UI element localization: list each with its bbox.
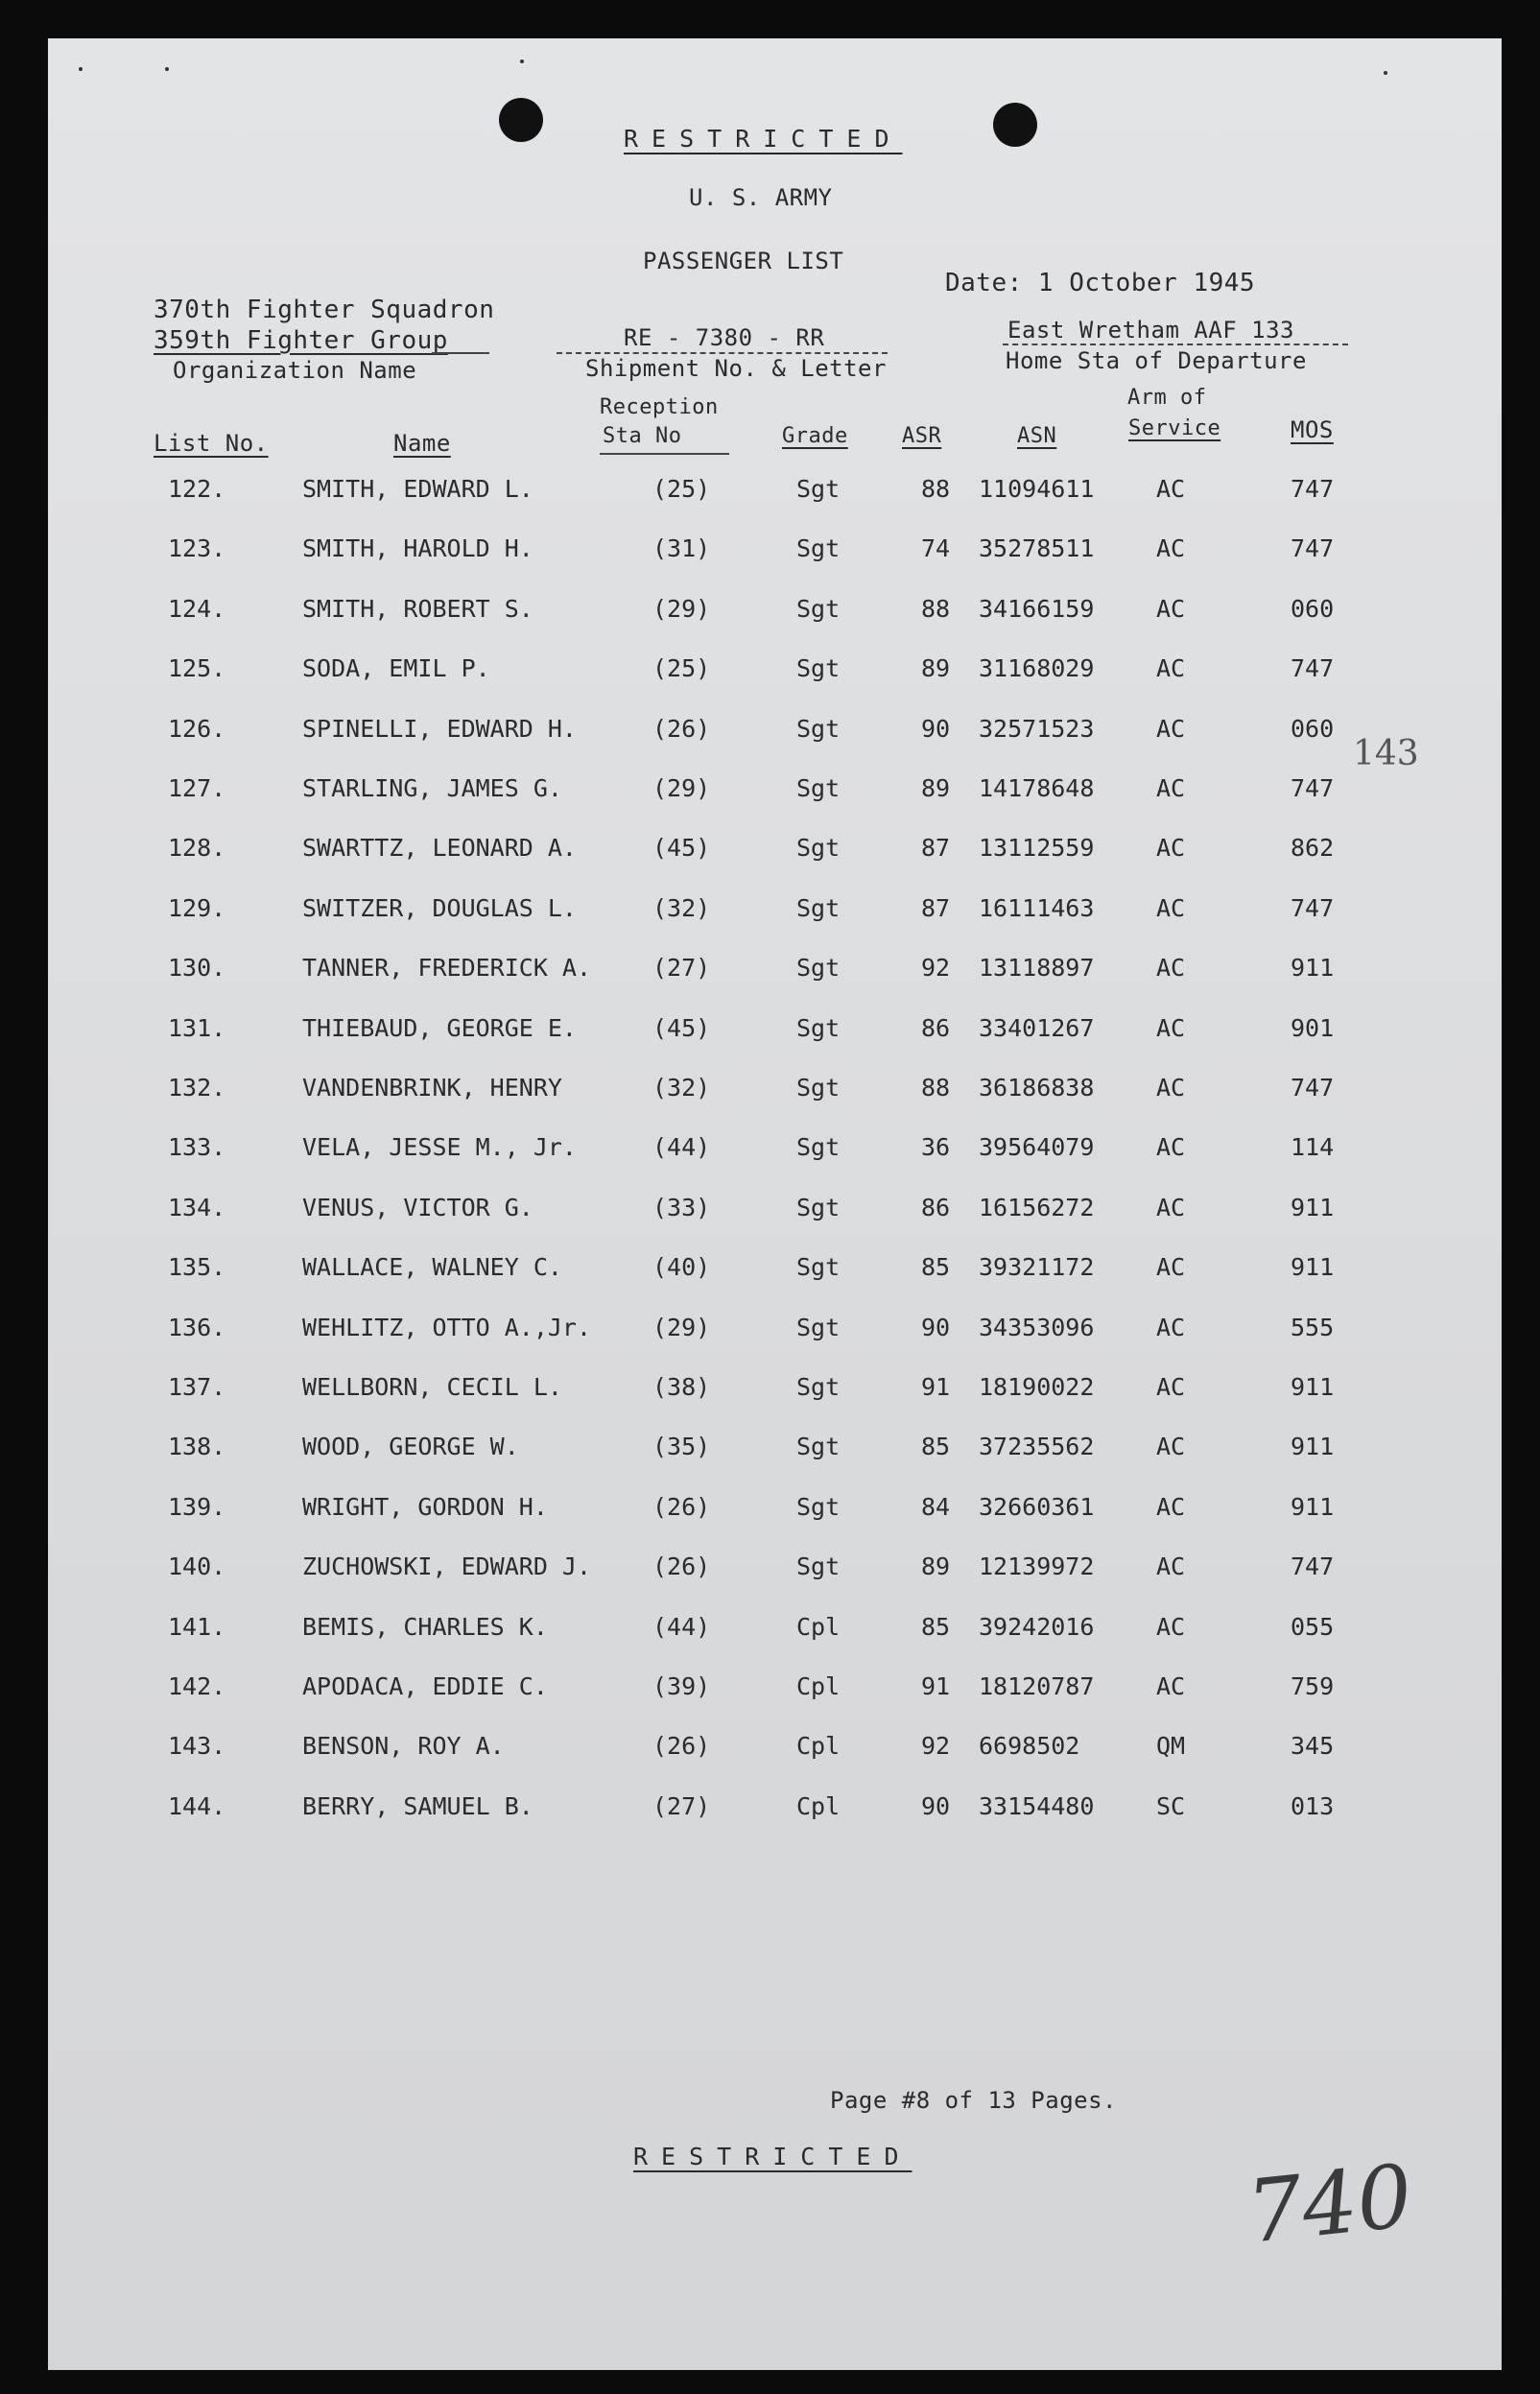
cell-name: WEHLITZ, OTTO A.,Jr. xyxy=(302,1313,592,1341)
document-page xyxy=(48,38,1502,2370)
table-row xyxy=(48,534,1502,573)
cell-arm: AC xyxy=(1156,654,1186,683)
cell-arm: AC xyxy=(1156,475,1186,503)
cell-asr: 88 xyxy=(921,1074,951,1102)
cell-name: BENSON, ROY A. xyxy=(302,1732,505,1761)
cell-name: THIEBAUD, GEORGE E. xyxy=(302,1013,577,1042)
cell-grade: Sgt xyxy=(796,1193,841,1221)
cell-asr: 88 xyxy=(921,594,951,623)
group-name: 359th Fighter Group xyxy=(154,326,448,355)
table-row xyxy=(48,595,1502,633)
table-row xyxy=(48,1014,1502,1053)
table-row xyxy=(48,1493,1502,1531)
cell-rsn: (26) xyxy=(652,1732,711,1761)
cell-asn: 12139972 xyxy=(979,1553,1095,1581)
organization-label: Organization Name xyxy=(173,357,417,384)
home-station-label: Home Sta of Departure xyxy=(1006,347,1307,374)
cell-grade: Sgt xyxy=(796,774,841,802)
cell-mos: 555 xyxy=(1291,1313,1335,1341)
cell-grade: Sgt xyxy=(796,954,841,983)
table-row xyxy=(48,894,1502,933)
cell-name: WOOD, GEORGE W. xyxy=(302,1433,519,1461)
cell-grade: Sgt xyxy=(796,534,841,563)
speck xyxy=(1384,71,1387,75)
cell-grade: Sgt xyxy=(796,1074,841,1102)
cell-no: 139. xyxy=(168,1492,226,1521)
cell-asr: 86 xyxy=(921,1013,951,1042)
army-heading: U. S. ARMY xyxy=(689,184,833,211)
cell-arm: QM xyxy=(1156,1732,1186,1761)
cell-no: 129. xyxy=(168,893,226,922)
cell-grade: Sgt xyxy=(796,1313,841,1341)
cell-no: 144. xyxy=(168,1791,226,1820)
cell-asn: 32571523 xyxy=(979,714,1095,743)
cell-name: WRIGHT, GORDON H. xyxy=(302,1492,548,1521)
cell-asn: 31168029 xyxy=(979,654,1095,683)
cell-asr: 90 xyxy=(921,1313,951,1341)
cell-mos: 747 xyxy=(1291,1074,1335,1102)
cell-grade: Sgt xyxy=(796,1133,841,1162)
cell-asr: 85 xyxy=(921,1612,951,1641)
col-reception: Reception xyxy=(600,395,719,419)
cell-arm: AC xyxy=(1156,1193,1186,1221)
handwritten-number: 740 xyxy=(1242,2145,1417,2264)
cell-mos: 060 xyxy=(1291,594,1335,623)
date-line: Date: 1 October 1945 xyxy=(945,269,1256,297)
cell-asr: 85 xyxy=(921,1433,951,1461)
cell-asr: 85 xyxy=(921,1253,951,1282)
cell-asn: 18190022 xyxy=(979,1373,1095,1401)
cell-arm: AC xyxy=(1156,594,1186,623)
cell-asn: 32660361 xyxy=(979,1492,1095,1521)
cell-grade: Cpl xyxy=(796,1612,841,1641)
table-row xyxy=(48,954,1502,992)
cell-rsn: (26) xyxy=(652,1553,711,1581)
shipment-number: RE - 7380 - RR xyxy=(624,324,825,351)
table-row xyxy=(48,1253,1502,1292)
cell-arm: AC xyxy=(1156,1612,1186,1641)
cell-grade: Cpl xyxy=(796,1732,841,1761)
shipment-label: Shipment No. & Letter xyxy=(585,355,887,382)
cell-no: 133. xyxy=(168,1133,226,1162)
cell-asr: 36 xyxy=(921,1133,951,1162)
punch-hole-right xyxy=(993,103,1037,147)
stamp-number: 143 xyxy=(1353,734,1419,773)
cell-no: 137. xyxy=(168,1373,226,1401)
cell-rsn: (32) xyxy=(652,893,711,922)
cell-asr: 91 xyxy=(921,1373,951,1401)
table-row xyxy=(48,1732,1502,1770)
underline xyxy=(600,453,729,455)
cell-asr: 89 xyxy=(921,774,951,802)
cell-name: TANNER, FREDERICK A. xyxy=(302,954,592,983)
cell-no: 142. xyxy=(168,1672,226,1700)
cell-mos: 013 xyxy=(1291,1791,1335,1820)
cell-asn: 18120787 xyxy=(979,1672,1095,1700)
cell-asn: 39321172 xyxy=(979,1253,1095,1282)
cell-grade: Sgt xyxy=(796,654,841,683)
cell-asr: 91 xyxy=(921,1672,951,1700)
cell-name: APODACA, EDDIE C. xyxy=(302,1672,548,1700)
cell-mos: 060 xyxy=(1291,714,1335,743)
cell-name: BEMIS, CHARLES K. xyxy=(302,1612,548,1641)
restricted-heading: RESTRICTED xyxy=(624,125,903,153)
cell-mos: 911 xyxy=(1291,1193,1335,1221)
table-row xyxy=(48,1133,1502,1172)
speck xyxy=(79,67,83,71)
cell-rsn: (33) xyxy=(652,1193,711,1221)
cell-arm: SC xyxy=(1156,1791,1186,1820)
cell-no: 132. xyxy=(168,1074,226,1102)
cell-asn: 13112559 xyxy=(979,834,1095,863)
cell-grade: Sgt xyxy=(796,893,841,922)
cell-asr: 92 xyxy=(921,1732,951,1761)
table-row xyxy=(48,1194,1502,1232)
cell-grade: Sgt xyxy=(796,1553,841,1581)
squadron-name: 370th Fighter Squadron xyxy=(154,296,495,324)
cell-rsn: (38) xyxy=(652,1373,711,1401)
cell-arm: AC xyxy=(1156,1074,1186,1102)
col-name: Name xyxy=(393,430,451,457)
cell-grade: Cpl xyxy=(796,1672,841,1700)
cell-arm: AC xyxy=(1156,1553,1186,1581)
cell-rsn: (45) xyxy=(652,834,711,863)
cell-rsn: (40) xyxy=(652,1253,711,1282)
table-row xyxy=(48,1433,1502,1471)
cell-asn: 35278511 xyxy=(979,534,1095,563)
cell-arm: AC xyxy=(1156,1013,1186,1042)
cell-asr: 87 xyxy=(921,893,951,922)
cell-asr: 84 xyxy=(921,1492,951,1521)
cell-name: SWARTTZ, LEONARD A. xyxy=(302,834,577,863)
cell-rsn: (25) xyxy=(652,654,711,683)
cell-no: 135. xyxy=(168,1253,226,1282)
col-mos: MOS xyxy=(1291,416,1334,443)
cell-mos: 055 xyxy=(1291,1612,1335,1641)
cell-grade: Sgt xyxy=(796,475,841,503)
cell-rsn: (29) xyxy=(652,594,711,623)
page-number: Page #8 of 13 Pages. xyxy=(830,2087,1117,2114)
cell-arm: AC xyxy=(1156,714,1186,743)
cell-mos: 911 xyxy=(1291,1373,1335,1401)
cell-no: 131. xyxy=(168,1013,226,1042)
cell-rsn: (29) xyxy=(652,1313,711,1341)
cell-name: SMITH, EDWARD L. xyxy=(302,475,533,503)
cell-name: STARLING, JAMES G. xyxy=(302,774,562,802)
cell-asr: 89 xyxy=(921,1553,951,1581)
table-row xyxy=(48,1314,1502,1352)
col-service: Service xyxy=(1128,416,1221,440)
cell-asn: 36186838 xyxy=(979,1074,1095,1102)
cell-mos: 759 xyxy=(1291,1672,1335,1700)
cell-asn: 33154480 xyxy=(979,1791,1095,1820)
cell-rsn: (27) xyxy=(652,954,711,983)
table-row xyxy=(48,654,1502,693)
cell-arm: AC xyxy=(1156,1373,1186,1401)
cell-mos: 911 xyxy=(1291,954,1335,983)
table-row xyxy=(48,1074,1502,1112)
cell-asn: 14178648 xyxy=(979,774,1095,802)
cell-name: SWITZER, DOUGLAS L. xyxy=(302,893,577,922)
cell-mos: 911 xyxy=(1291,1433,1335,1461)
cell-asn: 33401267 xyxy=(979,1013,1095,1042)
home-station-underline xyxy=(1003,344,1348,345)
col-list-no: List No. xyxy=(154,430,269,457)
table-row xyxy=(48,1373,1502,1411)
cell-asn: 37235562 xyxy=(979,1433,1095,1461)
cell-no: 136. xyxy=(168,1313,226,1341)
cell-arm: AC xyxy=(1156,1313,1186,1341)
cell-asn: 6698502 xyxy=(979,1732,1080,1761)
cell-asn: 16111463 xyxy=(979,893,1095,922)
cell-rsn: (27) xyxy=(652,1791,711,1820)
cell-asr: 92 xyxy=(921,954,951,983)
passenger-list-heading: PASSENGER LIST xyxy=(643,248,844,274)
cell-asr: 88 xyxy=(921,475,951,503)
cell-mos: 911 xyxy=(1291,1492,1335,1521)
cell-rsn: (31) xyxy=(652,534,711,563)
cell-asn: 11094611 xyxy=(979,475,1095,503)
cell-no: 127. xyxy=(168,774,226,802)
cell-grade: Sgt xyxy=(796,1492,841,1521)
cell-rsn: (25) xyxy=(652,475,711,503)
table-row xyxy=(48,715,1502,753)
cell-name: ZUCHOWSKI, EDWARD J. xyxy=(302,1553,592,1581)
cell-grade: Sgt xyxy=(796,594,841,623)
underline xyxy=(432,352,489,354)
cell-name: SMITH, HAROLD H. xyxy=(302,534,533,563)
cell-asn: 16156272 xyxy=(979,1193,1095,1221)
cell-arm: AC xyxy=(1156,774,1186,802)
cell-name: SMITH, ROBERT S. xyxy=(302,594,533,623)
cell-no: 122. xyxy=(168,475,226,503)
cell-name: VENUS, VICTOR G. xyxy=(302,1193,533,1221)
col-asr: ASR xyxy=(902,424,942,448)
cell-grade: Sgt xyxy=(796,1373,841,1401)
cell-no: 128. xyxy=(168,834,226,863)
speck xyxy=(165,67,169,71)
col-asn: ASN xyxy=(1017,424,1057,448)
cell-mos: 747 xyxy=(1291,893,1335,922)
cell-name: WALLACE, WALNEY C. xyxy=(302,1253,562,1282)
cell-rsn: (44) xyxy=(652,1612,711,1641)
cell-asr: 89 xyxy=(921,654,951,683)
cell-arm: AC xyxy=(1156,1253,1186,1282)
cell-no: 134. xyxy=(168,1193,226,1221)
cell-no: 141. xyxy=(168,1612,226,1641)
cell-name: WELLBORN, CECIL L. xyxy=(302,1373,562,1401)
cell-no: 138. xyxy=(168,1433,226,1461)
cell-asr: 87 xyxy=(921,834,951,863)
cell-arm: AC xyxy=(1156,1433,1186,1461)
cell-rsn: (29) xyxy=(652,774,711,802)
cell-mos: 747 xyxy=(1291,475,1335,503)
cell-arm: AC xyxy=(1156,893,1186,922)
cell-arm: AC xyxy=(1156,534,1186,563)
cell-mos: 747 xyxy=(1291,1553,1335,1581)
cell-mos: 747 xyxy=(1291,534,1335,563)
cell-mos: 911 xyxy=(1291,1253,1335,1282)
cell-name: SODA, EMIL P. xyxy=(302,654,490,683)
cell-grade: Cpl xyxy=(796,1791,841,1820)
cell-rsn: (39) xyxy=(652,1672,711,1700)
cell-name: SPINELLI, EDWARD H. xyxy=(302,714,577,743)
cell-name: BERRY, SAMUEL B. xyxy=(302,1791,533,1820)
table-row xyxy=(48,1672,1502,1711)
cell-rsn: (32) xyxy=(652,1074,711,1102)
home-station: East Wretham AAF 133 xyxy=(1007,317,1294,344)
col-grade: Grade xyxy=(782,424,848,448)
restricted-footer: RESTRICTED xyxy=(633,2143,912,2170)
cell-grade: Sgt xyxy=(796,834,841,863)
cell-name: VELA, JESSE M., Jr. xyxy=(302,1133,577,1162)
cell-asn: 34166159 xyxy=(979,594,1095,623)
table-row xyxy=(48,1553,1502,1591)
cell-rsn: (44) xyxy=(652,1133,711,1162)
cell-mos: 345 xyxy=(1291,1732,1335,1761)
col-arm: Arm of xyxy=(1127,386,1207,410)
cell-mos: 747 xyxy=(1291,774,1335,802)
cell-rsn: (35) xyxy=(652,1433,711,1461)
table-row xyxy=(48,475,1502,513)
cell-mos: 114 xyxy=(1291,1133,1335,1162)
table-row xyxy=(48,1792,1502,1831)
cell-grade: Sgt xyxy=(796,1253,841,1282)
cell-name: VANDENBRINK, HENRY xyxy=(302,1074,562,1102)
shipment-underline xyxy=(557,352,888,354)
cell-grade: Sgt xyxy=(796,714,841,743)
col-sta-no: Sta No xyxy=(603,424,682,448)
speck xyxy=(520,59,524,63)
cell-no: 126. xyxy=(168,714,226,743)
cell-arm: AC xyxy=(1156,1133,1186,1162)
cell-asn: 34353096 xyxy=(979,1313,1095,1341)
cell-grade: Sgt xyxy=(796,1433,841,1461)
cell-rsn: (26) xyxy=(652,714,711,743)
cell-arm: AC xyxy=(1156,1492,1186,1521)
cell-asn: 39242016 xyxy=(979,1612,1095,1641)
cell-mos: 747 xyxy=(1291,654,1335,683)
cell-arm: AC xyxy=(1156,834,1186,863)
punch-hole-left xyxy=(499,98,543,142)
cell-no: 130. xyxy=(168,954,226,983)
cell-asr: 90 xyxy=(921,714,951,743)
cell-no: 125. xyxy=(168,654,226,683)
cell-asr: 90 xyxy=(921,1791,951,1820)
cell-arm: AC xyxy=(1156,1672,1186,1700)
cell-rsn: (26) xyxy=(652,1492,711,1521)
cell-mos: 901 xyxy=(1291,1013,1335,1042)
cell-rsn: (45) xyxy=(652,1013,711,1042)
cell-no: 140. xyxy=(168,1553,226,1581)
cell-mos: 862 xyxy=(1291,834,1335,863)
table-row xyxy=(48,834,1502,872)
table-row xyxy=(48,774,1502,813)
cell-grade: Sgt xyxy=(796,1013,841,1042)
cell-asr: 86 xyxy=(921,1193,951,1221)
cell-asn: 39564079 xyxy=(979,1133,1095,1162)
cell-no: 143. xyxy=(168,1732,226,1761)
cell-no: 124. xyxy=(168,594,226,623)
cell-asr: 74 xyxy=(921,534,951,563)
cell-no: 123. xyxy=(168,534,226,563)
table-row xyxy=(48,1613,1502,1651)
cell-asn: 13118897 xyxy=(979,954,1095,983)
cell-arm: AC xyxy=(1156,954,1186,983)
